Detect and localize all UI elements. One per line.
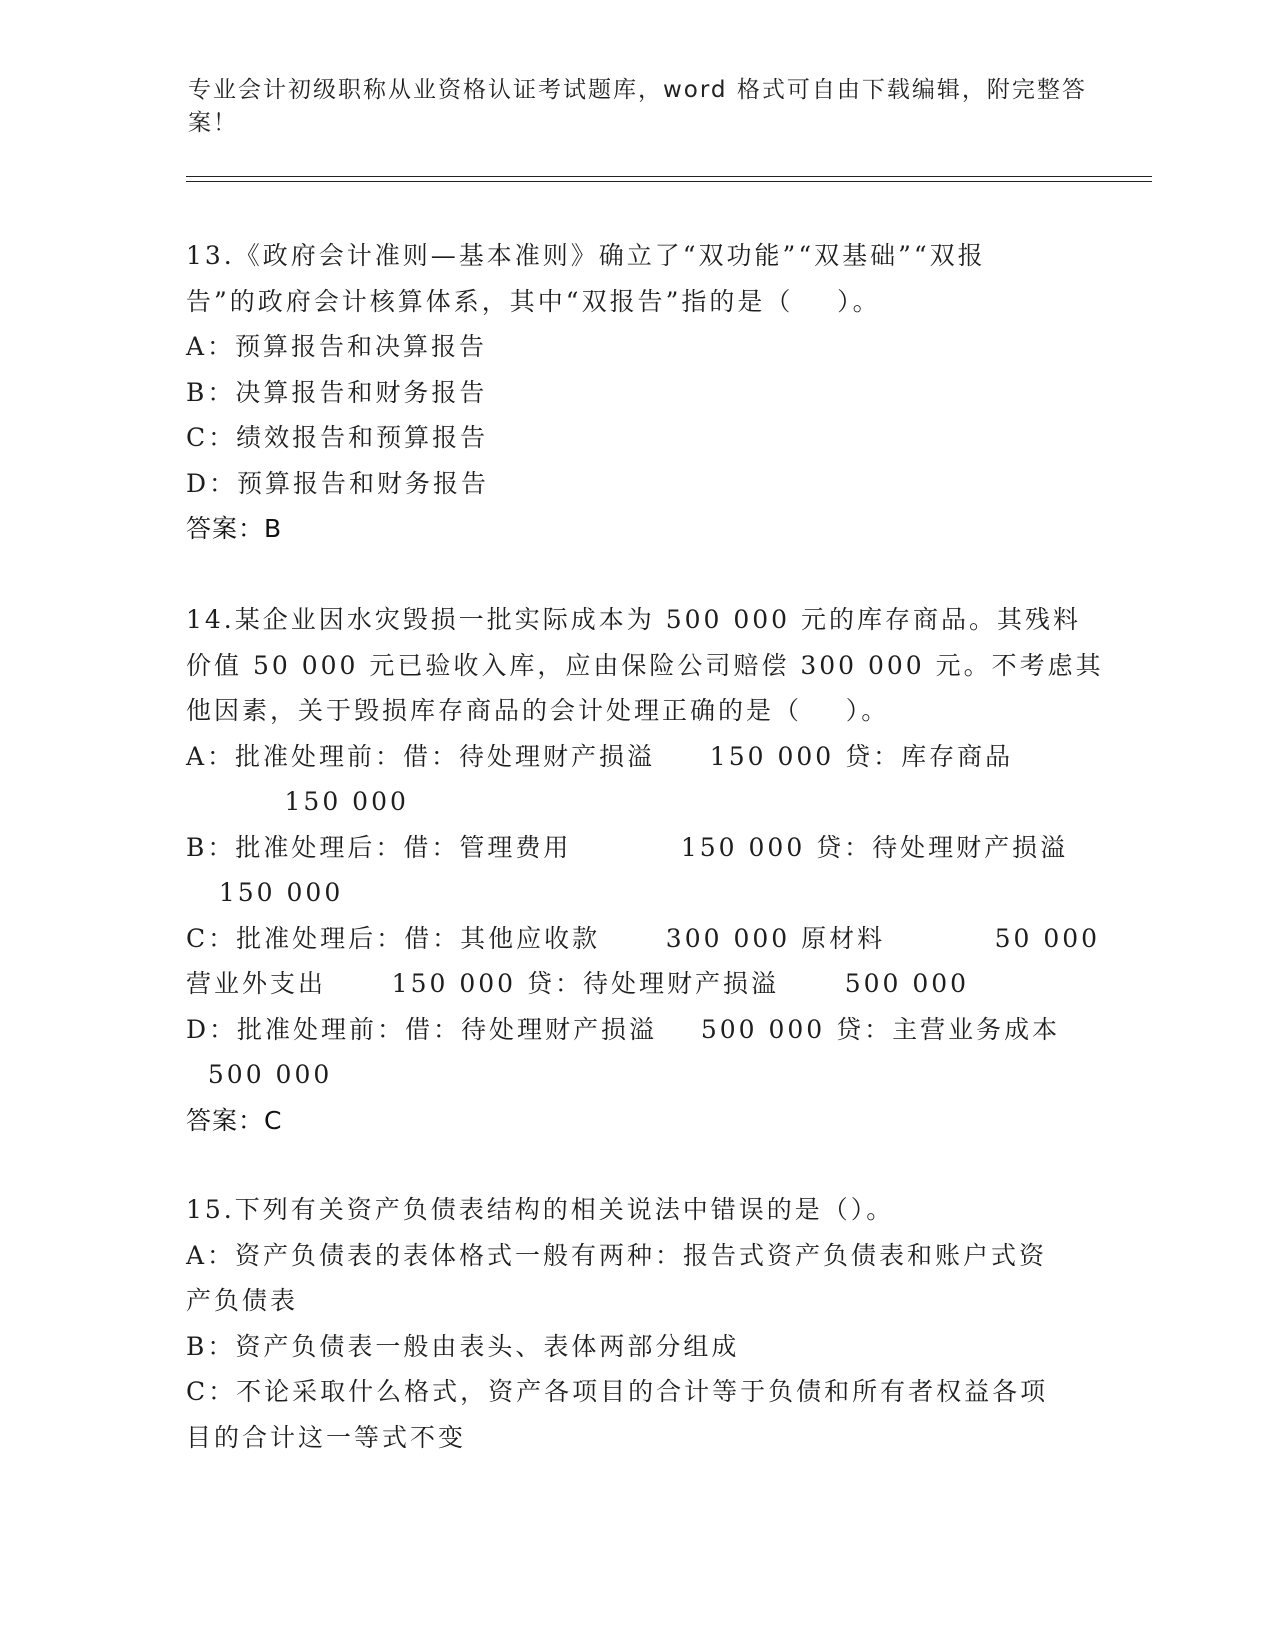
question-stem: 14.某企业因水灾毁损一批实际成本为 500 000 元的库存商品。其残料 xyxy=(186,605,1082,634)
question-15 xyxy=(186,1187,1086,1460)
header-divider-top xyxy=(186,176,1152,177)
question-stem: 价值 50 000 元已验收入库，应由保险公司赔偿 300 000 元。不考虑其 xyxy=(186,650,1104,680)
header-line: 案！ xyxy=(188,110,238,136)
option-c: C：绩效报告和预算报告 xyxy=(186,423,489,452)
header-line: 专业会计初级职称从业资格认证考试题库，word 格式可自由下载编辑，附完整答 xyxy=(188,77,1087,103)
header-divider-bottom xyxy=(186,181,1152,182)
option-d-continued: 500 000 xyxy=(186,1060,333,1089)
option-b: B：批准处理后：借：管理费用 150 000 贷：待处理财产损溢 xyxy=(186,832,1069,862)
question-stem: 他因素，关于毁损库存商品的会计处理正确的是（ ）。 xyxy=(186,696,890,725)
option-c-continued: 目的合计这一等式不变 xyxy=(186,1422,467,1452)
option-a: A：预算报告和决算报告 xyxy=(186,332,488,361)
question-stem: 13.《政府会计准则—基本准则》确立了“双功能”“双基础”“双报 xyxy=(186,241,986,270)
option-d: D：批准处理前：借：待处理财产损溢 500 000 贷：主营业务成本 xyxy=(186,1014,1061,1044)
option-d: D：预算报告和财务报告 xyxy=(186,468,490,498)
option-a-continued: 产负债表 xyxy=(186,1286,299,1315)
option-c: C：不论采取什么格式，资产各项目的合计等于负债和所有者权益各项 xyxy=(186,1377,1049,1406)
answer: 答案：C xyxy=(186,1105,283,1135)
option-b-continued: 150 000 xyxy=(186,878,344,907)
option-c-continued: 营业外支出 150 000 贷：待处理财产损溢 500 000 xyxy=(186,969,970,998)
question-13 xyxy=(186,233,1086,552)
option-a: A：资产负债表的表体格式一般有两种：报告式资产负债表和账户式资 xyxy=(186,1240,1048,1270)
question-14 xyxy=(186,597,1104,1143)
option-a: A：批准处理前：借：待处理财产损溢 150 000 贷：库存商品 xyxy=(186,741,1014,771)
question-stem: 15.下列有关资产负债表结构的相关说法中错误的是（）。 xyxy=(186,1195,895,1224)
option-b: B：资产负债表一般由表头、表体两部分组成 xyxy=(186,1331,740,1361)
document-header xyxy=(188,74,1087,140)
question-stem: 告”的政府会计核算体系，其中“双报告”指的是（ ）。 xyxy=(186,286,881,316)
option-a-continued: 150 000 xyxy=(186,787,409,816)
option-c: C：批准处理后：借：其他应收款 300 000 原材料 50 000 xyxy=(186,923,1101,953)
answer: 答案：B xyxy=(186,514,283,543)
option-b: B：决算报告和财务报告 xyxy=(186,377,488,407)
